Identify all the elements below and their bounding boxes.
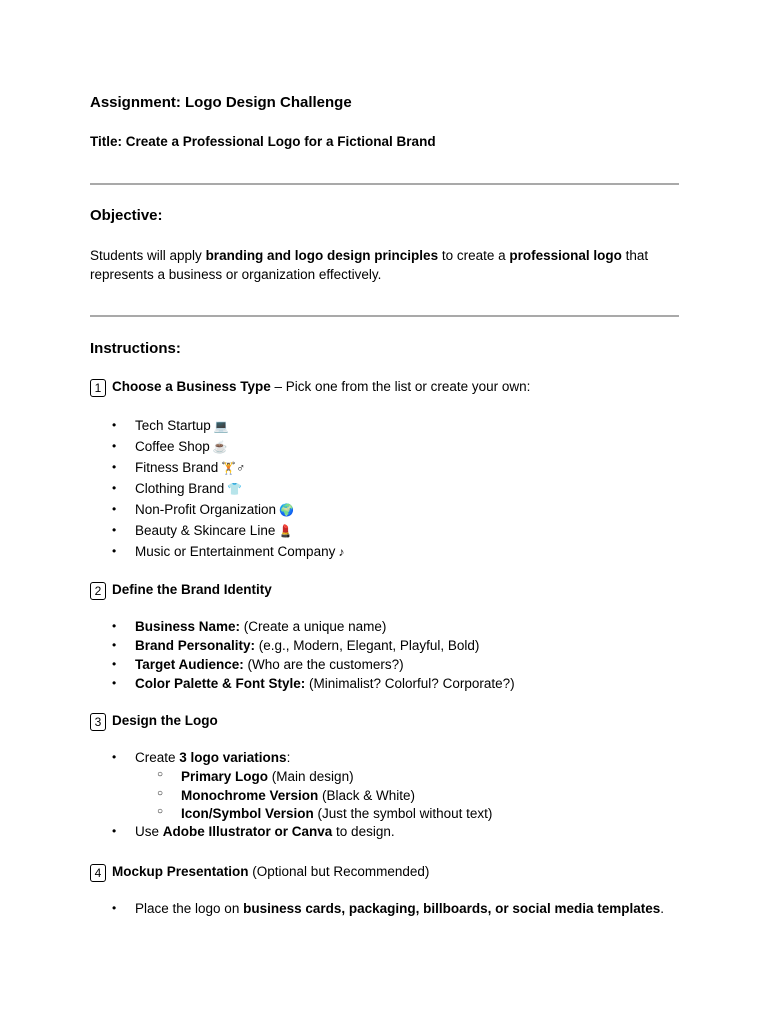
step-description: – Pick one from the list or create your own: xyxy=(270,379,531,394)
step-title: Choose a Business Type xyxy=(112,379,271,394)
music-note-icon: ♪ xyxy=(338,545,345,559)
step-3 xyxy=(90,713,218,731)
assignment-heading: Assignment: Logo Design Challenge xyxy=(90,94,352,111)
fitness-icon: 🏋♂ xyxy=(221,461,246,475)
list-item xyxy=(90,502,344,523)
sub-list-item xyxy=(90,788,492,806)
step-1 xyxy=(90,379,530,397)
business-type-label: Clothing Brand xyxy=(135,481,225,496)
list-item xyxy=(90,418,344,439)
step-number-badge: 1 xyxy=(90,379,106,397)
list-item xyxy=(90,523,344,544)
list-item xyxy=(90,638,515,657)
item-label: Adobe Illustrator or Canva xyxy=(162,824,333,839)
objective-paragraph xyxy=(90,246,650,284)
item-text: Create xyxy=(135,750,180,765)
variation-label: Monochrome Version xyxy=(181,788,319,803)
assignment-subtitle: Title: Create a Professional Logo for a Fictional Brand xyxy=(90,134,436,149)
business-type-label: Coffee Shop xyxy=(135,439,210,454)
objective-text: that represents a business or organization effectively. xyxy=(90,248,649,282)
item-label: business cards, packaging, billboards, or social media templates xyxy=(243,901,661,916)
brand-identity-list xyxy=(90,619,515,695)
objective-bold: professional logo xyxy=(509,248,622,263)
sub-list-item xyxy=(90,769,492,788)
item-text: Use xyxy=(135,824,163,839)
list-item xyxy=(90,901,664,920)
list-item xyxy=(90,657,515,676)
item-text: (Minimalist? Colorful? Corporate?) xyxy=(305,676,515,691)
coffee-icon: ☕ xyxy=(212,440,228,454)
item-text: to design. xyxy=(332,824,395,839)
list-item xyxy=(90,676,515,695)
list-item xyxy=(90,481,344,502)
shirt-icon: 👕 xyxy=(227,482,243,496)
step-number-badge: 2 xyxy=(90,582,106,600)
globe-icon: 🌍 xyxy=(279,503,295,517)
list-item xyxy=(90,824,492,843)
step-number-badge: 3 xyxy=(90,713,106,731)
list-item xyxy=(90,544,344,565)
list-item xyxy=(90,439,344,460)
objective-heading: Objective: xyxy=(90,207,163,224)
business-type-label: Fitness Brand xyxy=(135,460,219,475)
step-2 xyxy=(90,582,272,600)
horizontal-rule xyxy=(90,315,679,317)
item-label: 3 logo variations xyxy=(179,750,287,765)
variation-text: (Main design) xyxy=(268,769,354,784)
step-title: Define the Brand Identity xyxy=(112,582,272,597)
business-type-label: Tech Startup xyxy=(135,418,211,433)
business-type-label: Beauty & Skincare Line xyxy=(135,523,276,538)
lipstick-icon: 💄 xyxy=(278,524,294,538)
step-number-badge: 4 xyxy=(90,864,106,882)
objective-bold: branding and logo design principles xyxy=(205,248,439,263)
objective-text: Students will apply xyxy=(90,248,206,263)
mockup-list xyxy=(90,901,664,920)
variation-label: Icon/Symbol Version xyxy=(181,806,314,821)
list-item xyxy=(90,750,492,769)
instructions-heading: Instructions: xyxy=(90,340,181,357)
design-logo-list xyxy=(90,750,492,843)
item-text: (Who are the customers?) xyxy=(243,657,404,672)
horizontal-rule xyxy=(90,183,679,185)
item-label: Target Audience: xyxy=(135,657,244,672)
item-text: (Create a unique name) xyxy=(240,619,387,634)
step-description: (Optional but Recommended) xyxy=(248,864,430,879)
item-label: Brand Personality: xyxy=(135,638,256,653)
item-text: (e.g., Modern, Elegant, Playful, Bold) xyxy=(255,638,480,653)
step-4 xyxy=(90,864,429,882)
item-text: . xyxy=(660,901,665,916)
item-text: Place the logo on xyxy=(135,901,244,916)
variation-label: Primary Logo xyxy=(181,769,269,784)
list-item xyxy=(90,460,344,481)
business-type-label: Music or Entertainment Company xyxy=(135,544,336,559)
step-title: Mockup Presentation xyxy=(112,864,249,879)
laptop-icon: 💻 xyxy=(213,419,229,433)
item-text: : xyxy=(286,750,291,765)
item-label: Color Palette & Font Style: xyxy=(135,676,306,691)
step-title: Design the Logo xyxy=(112,713,218,728)
objective-text: to create a xyxy=(438,248,510,263)
item-label: Business Name: xyxy=(135,619,241,634)
variation-text: (Just the symbol without text) xyxy=(313,806,493,821)
business-type-list xyxy=(90,418,344,565)
business-type-label: Non-Profit Organization xyxy=(135,502,277,517)
list-item xyxy=(90,619,515,638)
sub-list-item xyxy=(90,806,492,824)
variation-text: (Black & White) xyxy=(318,788,416,803)
